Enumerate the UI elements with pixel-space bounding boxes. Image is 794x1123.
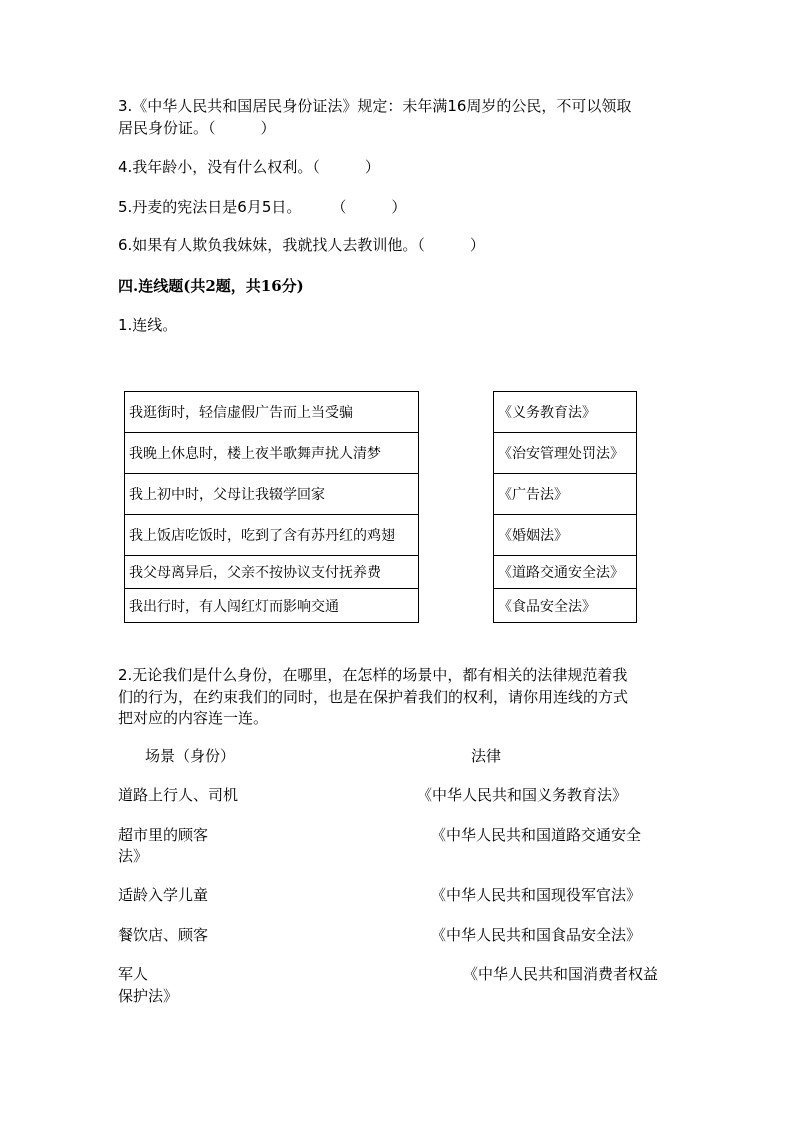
q1-right-item: 《食品安全法》 [494,589,637,623]
section-title: 四.连线题(共2题，共16分) [118,277,304,295]
q2-scene-item: 超市里的顾客 [118,826,209,844]
question-2-line-1: 2.无论我们是什么身份，在哪里，在怎样的场景中，都有相关的法律规范着我 [118,666,628,684]
q2-scene-item: 适龄入学儿童 [118,886,209,904]
q2-law-item: 《中华人民共和国消费者权益 [463,965,659,983]
question-3-line-2: 居民身份证。（ ） [118,119,276,137]
q2-scene-item: 道路上行人、司机 [118,786,239,804]
q2-law-item: 《中华人民共和国义务教育法》 [417,786,628,804]
q2-law-item: 《中华人民共和国现役军官法》 [431,886,642,904]
q1-left-item: 我逛街时，轻信虚假广告而上当受骗 [125,392,419,433]
q1-right-item: 《道路交通安全法》 [494,556,637,589]
q2-law-item: 《中华人民共和国道路交通安全 [431,826,642,844]
q2-scene-item: 军人 [118,965,149,983]
q1-right-item: 《治安管理处罚法》 [494,433,637,474]
q1-left-item: 我上饭店吃饭时，吃到了含有苏丹红的鸡翅 [125,515,419,556]
question-2-line-2: 们的行为，在约束我们的同时，也是在保护着我们的权利，请你用连线的方式 [118,688,629,706]
q2-scene-item: 餐饮店、顾客 [118,926,209,944]
q2-law-item: 《中华人民共和国食品安全法》 [431,926,642,944]
question-6: 6.如果有人欺负我妹妹，我就找人去教训他。（ ） [118,236,485,254]
q1-right-table [493,391,637,623]
q1-left-item: 我晚上休息时，楼上夜半歌舞声扰人清梦 [125,433,419,474]
question-4: 4.我年龄小，没有什么权利。（ ） [118,158,380,176]
q2-law-item-continuation: 法》 [118,847,149,865]
q2-header-scene: 场景（身份） [145,747,236,765]
q1-left-item: 我出行时，有人闯红灯而影响交通 [125,589,419,623]
q1-left-table [124,391,419,623]
q2-law-item-continuation: 保护法》 [118,987,179,1005]
question-3-line-1: 3.《中华人民共和国居民身份证法》规定：未年满16周岁的公民，不可以领取 [118,97,632,115]
q1-left-item: 我父母离异后，父亲不按协议支付抚养费 [125,556,419,589]
q1-right-item: 《婚姻法》 [494,515,637,556]
question-5: 5.丹麦的宪法日是6月5日。 （ ） [118,198,407,216]
q2-header-law: 法律 [471,747,502,765]
q1-right-item: 《义务教育法》 [494,392,637,433]
q1-left-item: 我上初中时，父母让我辍学回家 [125,474,419,515]
q1-right-item: 《广告法》 [494,474,637,515]
question-1-label: 1.连线。 [118,316,178,334]
question-2-line-3: 把对应的内容连一连。 [118,709,269,727]
